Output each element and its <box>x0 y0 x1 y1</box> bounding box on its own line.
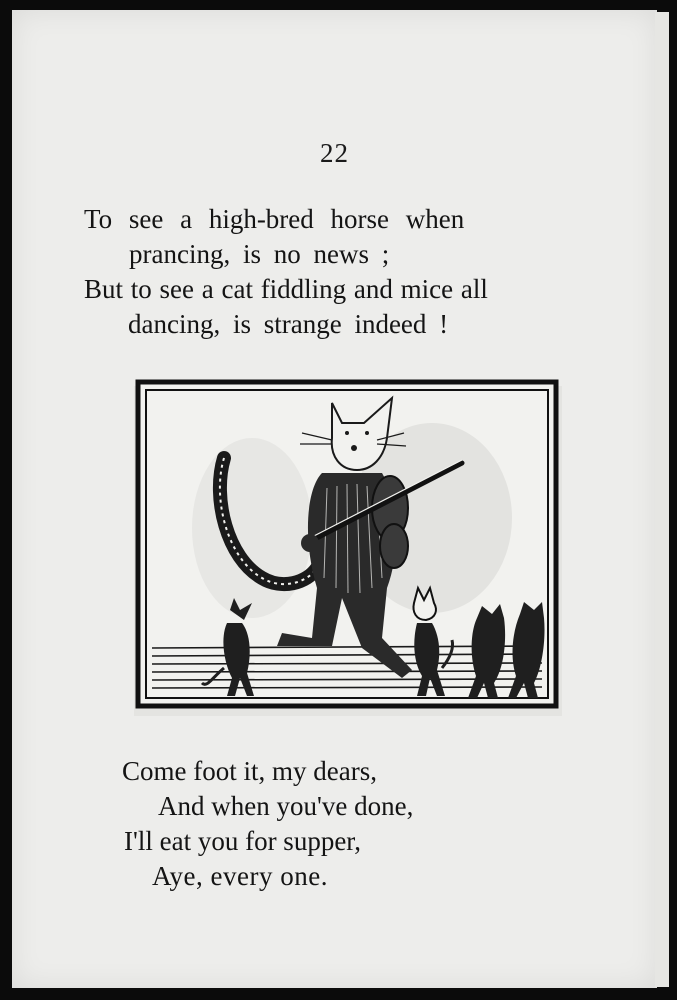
page-number: 22 <box>320 138 349 168</box>
verse-top <box>84 202 614 342</box>
verse-bottom-line: Come foot it, my dears, <box>122 756 377 786</box>
verse-top-line: To see a high-bred horse when <box>84 204 465 234</box>
book-page <box>12 10 657 988</box>
verse-bottom-line: I'll eat you for supper, <box>124 826 361 856</box>
verse-bottom-line: And when you've done, <box>158 791 414 821</box>
verse-bottom <box>122 754 562 894</box>
verse-top-line: prancing, is no news ; <box>129 239 390 269</box>
adjacent-page-edge <box>655 12 669 987</box>
woodcut-illustration <box>132 378 564 723</box>
verse-top-line: dancing, is strange indeed ! <box>128 309 449 339</box>
verse-top-line: But to see a cat fiddling and mice all <box>84 274 488 304</box>
cat-fiddling-illustration <box>132 378 564 723</box>
verse-bottom-line: Aye, every one. <box>152 861 328 891</box>
